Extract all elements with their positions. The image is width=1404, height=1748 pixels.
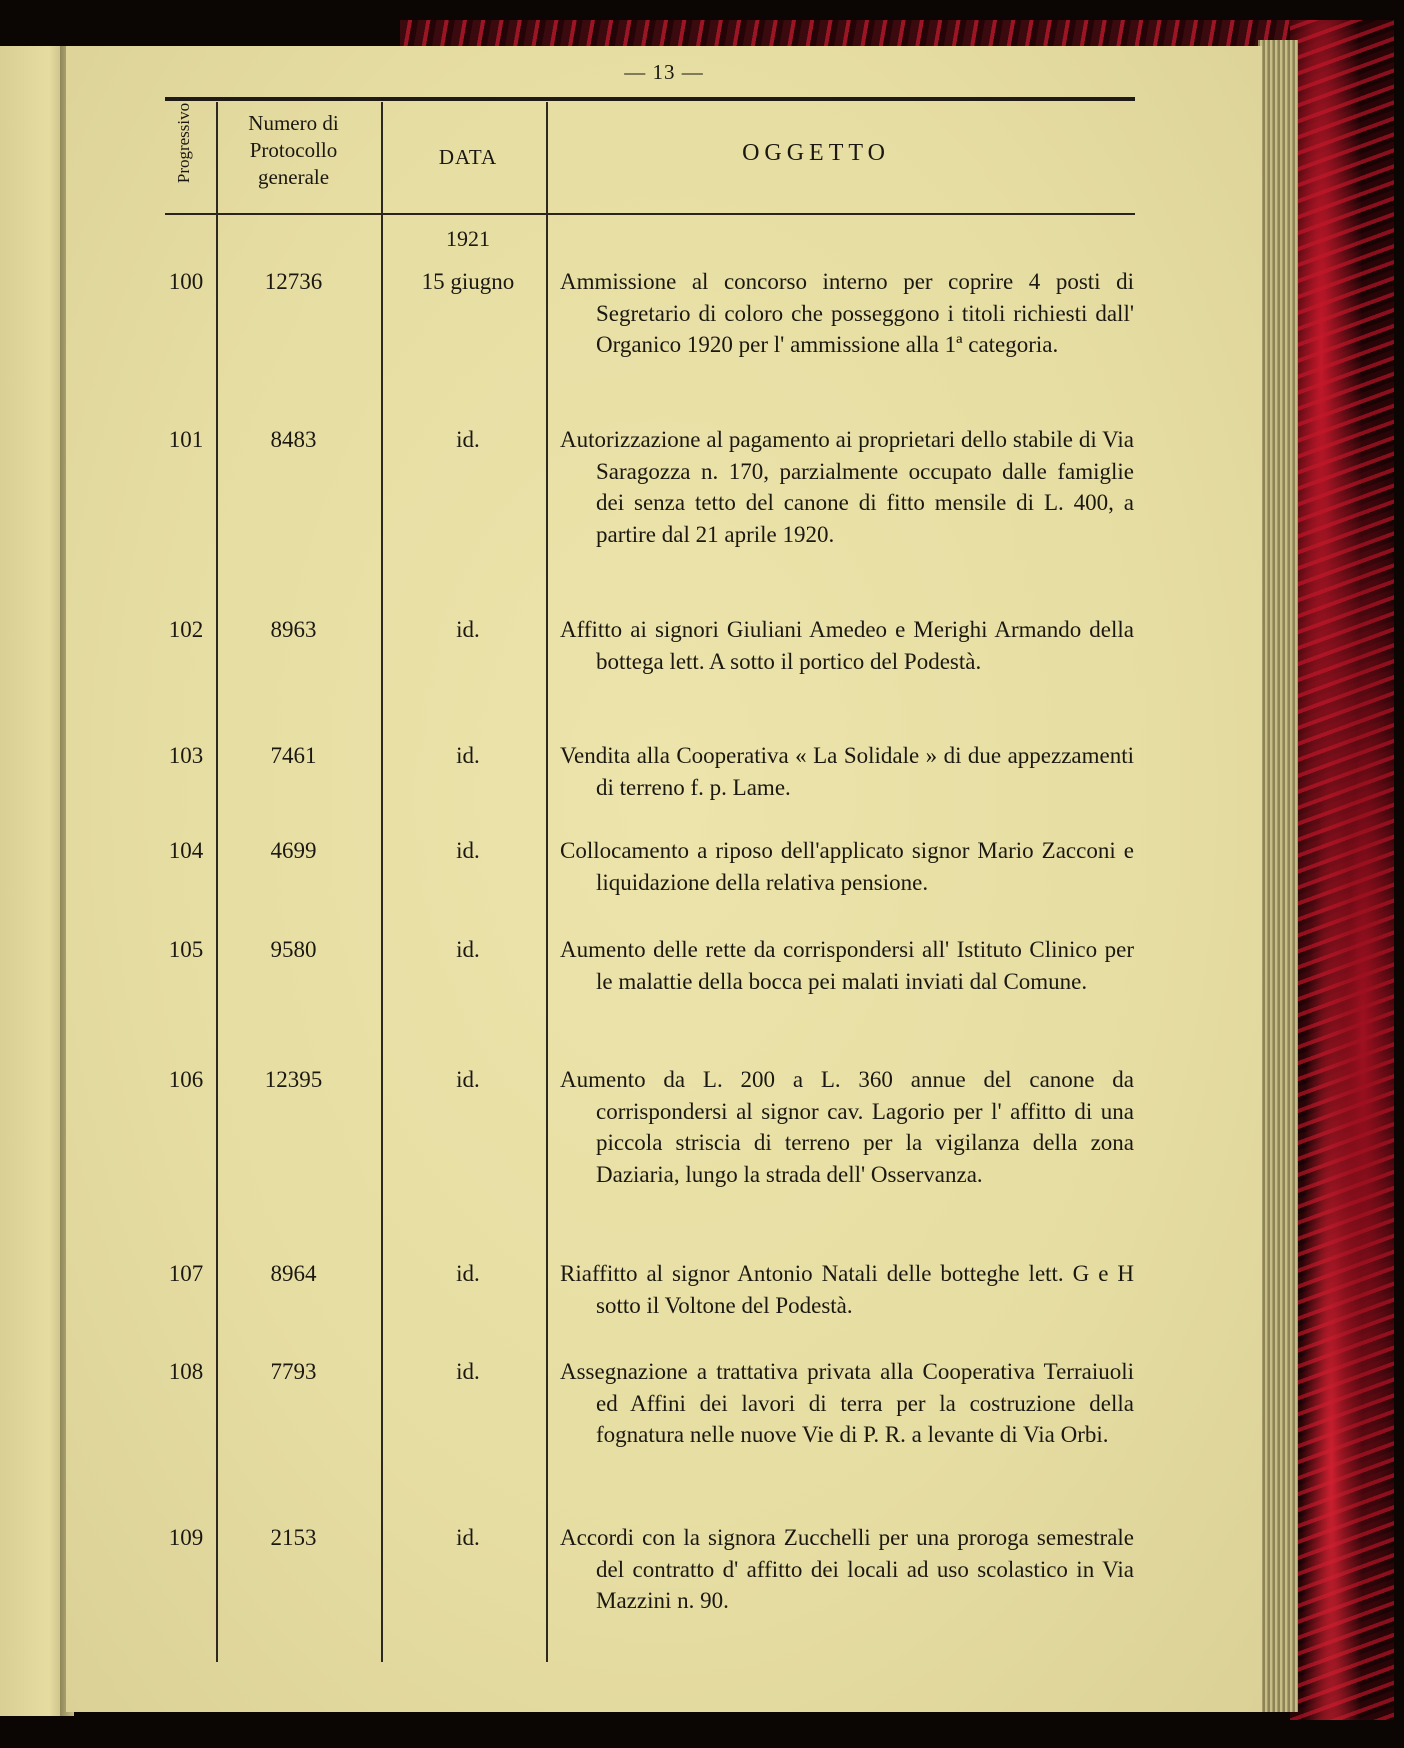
header-bottom-rule [165,213,1135,215]
cell-protocollo: 12395 [264,1067,323,1092]
cell-progressivo: 108 [168,1359,204,1384]
cell-protocollo: 7793 [270,1359,317,1384]
column-divider-2 [381,102,383,1662]
header-top-rule [165,97,1135,101]
cell-oggetto: Autorizzazione al pagamento ai proprietari dello stabile di Via Saragozza n. 170, parzialmente occupato dalle famiglie dei senza tetto del canone di fitto mensile di L. 400, a partire dal 21 aprile 1920. [560,427,1134,547]
header-data: DATA [438,145,498,169]
cell-data: id. [456,937,480,962]
cell-oggetto: Affitto ai signori Giuliani Amedeo e Merighi Armando della bottega lett. A sotto il portico del Podestà. [560,617,1134,674]
column-divider-3 [546,102,548,1662]
cell-oggetto: Collocamento a riposo dell'applicato signor Mario Zacconi e liquidazione della relativa pensione. [560,838,1134,895]
cell-protocollo: 12736 [264,269,323,294]
cell-protocollo: 9580 [270,937,317,962]
cell-oggetto: Aumento delle rette da corrispondersi all' Istituto Clinico per le malattie della bocca pei malati inviati dal Comune. [560,937,1134,994]
cell-progressivo: 107 [168,1261,204,1286]
cell-oggetto: Ammissione al concorso interno per coprire 4 posti di Segretario di coloro che posseggono i titoli richiesti dall' Organico 1920 per l' ammissione alla 1ª categoria. [560,269,1134,357]
cell-progressivo: 101 [168,427,204,452]
cell-progressivo: 105 [168,937,204,962]
cell-progressivo: 106 [168,1067,204,1092]
cell-data: id. [456,1525,480,1550]
cell-oggetto: Accordi con la signora Zucchelli per una proroga semestrale del contratto d' affitto dei locali ad uso scolastico in Via Mazzini n. 90. [560,1525,1134,1613]
cell-data: id. [456,1067,480,1092]
cell-data: id. [456,838,480,863]
cell-protocollo: 7461 [270,743,317,768]
cell-protocollo: 2153 [270,1525,317,1550]
header-oggetto: OGGETTO [742,140,890,166]
cell-progressivo: 100 [168,269,204,294]
cell-progressivo: 102 [168,617,204,642]
cell-protocollo: 8963 [270,617,317,642]
cell-data: 15 giugno [421,269,515,294]
cell-data: id. [456,1261,480,1286]
cell-data: id. [456,617,480,642]
cell-oggetto: Aumento da L. 200 a L. 360 annue del canone da corrispondersi al signor cav. Lagorio per l' affitto di una piccola striscia di terreno per la vigilanza della zona Daziaria, lungo la strada dell' Osservanza. [560,1067,1134,1187]
cell-oggetto: Vendita alla Cooperativa « La Solidale » di due appezzamenti di terreno f. p. Lame. [560,743,1134,800]
page-number: — 13 — [624,60,704,84]
cell-progressivo: 109 [168,1525,204,1550]
year-label: 1921 [446,226,490,251]
cell-protocollo: 8964 [270,1261,317,1286]
header-progressivo: Progressivo [174,102,193,184]
cell-data: id. [456,743,480,768]
cell-data: id. [456,1359,480,1384]
header-numero-protocollo: Numero di Protocollo generale [248,111,339,189]
document-page [66,46,1262,1712]
page-stack-edge [1258,40,1298,1712]
column-divider-1 [216,102,218,1662]
cell-data: id. [456,427,480,452]
cell-protocollo: 8483 [270,427,317,452]
book-cover-binding [1290,20,1394,1720]
cell-progressivo: 103 [168,743,204,768]
cell-oggetto: Riaffitto al signor Antonio Natali delle botteghe lett. G e H sotto il Voltone del Podestà. [560,1261,1134,1318]
cell-progressivo: 104 [168,838,204,863]
cell-oggetto: Assegnazione a trattativa privata alla Cooperativa Terraiuoli ed Affini dei lavori di terra per la costruzione della fognatura nelle nuove Vie di P. R. a levante di Via Orbi. [560,1359,1134,1447]
cell-protocollo: 4699 [270,838,317,863]
